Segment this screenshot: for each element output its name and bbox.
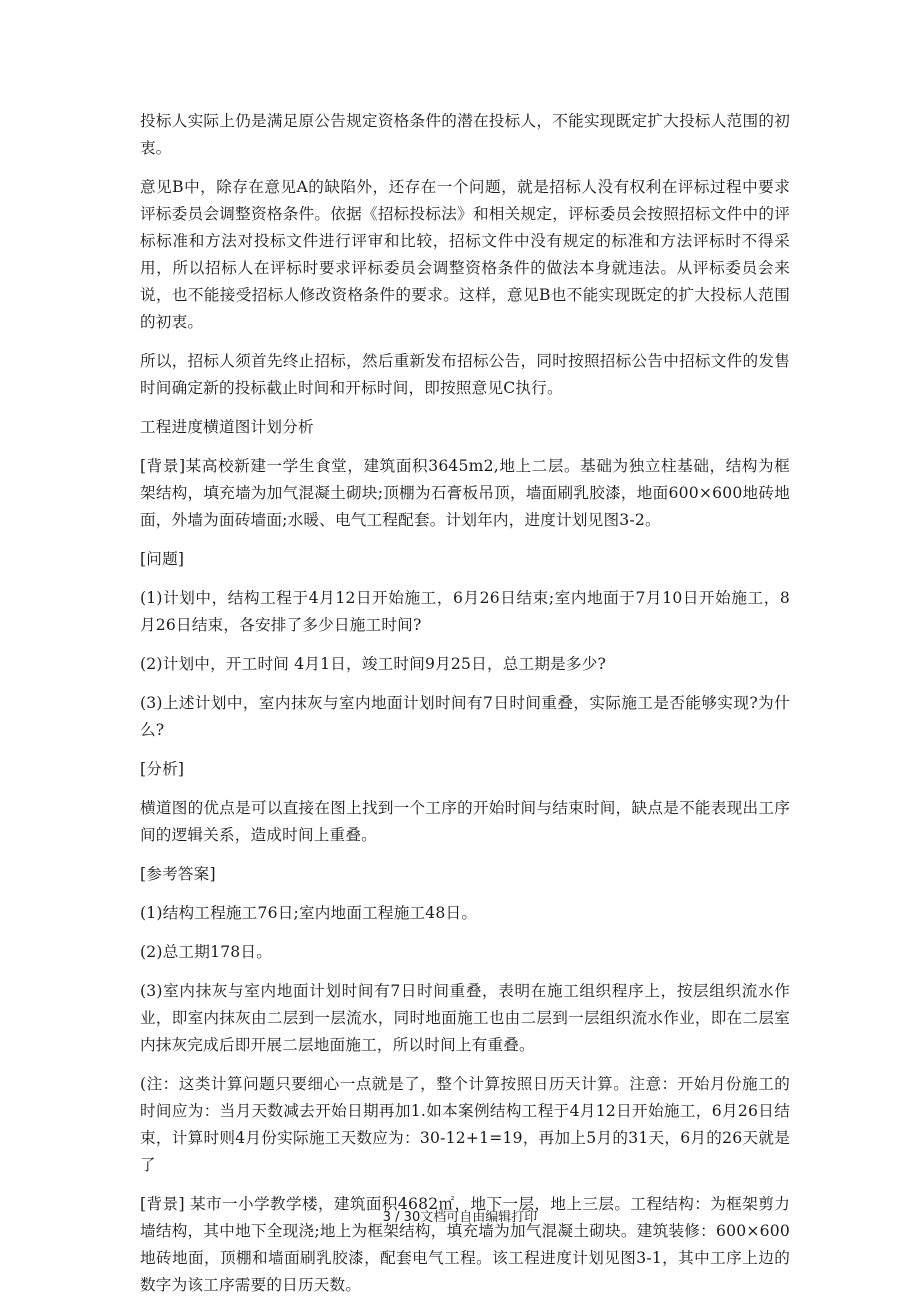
note-paragraph: (注：这类计算问题只要细心一点就是了，整个计算按照日历天计算。注意：开始月份施工的时间应为：当月天数减去开始日期再加1.如本案例结构工程于4月12日开始施工，6月26日结束，计算时则4月份实际施工天数应为：30-12+1=19，再加上5月的31天，6月的26天就是了 (140, 1075, 790, 1174)
page-footer: 3 / 30文档可自由编辑打印 (382, 1210, 538, 1225)
analysis-heading: [分析] (140, 760, 185, 778)
answer-1: (1)结构工程施工76日;室内地面工程施工48日。 (140, 904, 478, 922)
answer-heading: [参考答案] (140, 865, 216, 883)
background-paragraph: [背景]某高校新建一学生食堂，建筑面积3645m2,地上二层。基础为独立柱基础，结构为框架结构，填充墙为加气混凝土砌块;顶棚为石膏板吊顶，墙面刷乳胶漆，地面600×600地砖地面，外墙为面砖墙面;水暖、电气工程配套。计划年内，进度计划见图3-2。 (140, 457, 790, 529)
background-paragraph-2: [背景] 某市一小学教学楼，建筑面积4682㎡，地下一层，地上三层。工程结构：为框架剪力墙结构，其中地下全现浇;地上为框架结构，填充墙为加气混凝土砌块。建筑装修：600×600地砖地面，顶棚和墙面刷乳胶漆，配套电气工程。该工程进度计划见图3-1，其中工序上边的数字为该工序需要的日历天数。 (140, 1195, 790, 1294)
paragraph-3: 所以，招标人须首先终止招标，然后重新发布招标公告，同时按照招标公告中招标文件的发售时间确定新的投标截止时间和开标时间，即按照意见C执行。 (140, 352, 790, 397)
document-body (140, 108, 790, 1311)
paragraph-1: 投标人实际上仍是满足原公告规定资格条件的潜在投标人，不能实现既定扩大投标人范围的初衷。 (140, 112, 790, 157)
question-heading: [问题] (140, 550, 185, 568)
answer-3: (3)室内抹灰与室内地面计划时间有7日时间重叠，表明在施工组织程序上，按层组织流水作业，即室内抹灰由二层到一层流水，同时地面施工也由二层到一层组织流水作业，即在二层室内抹灰完成后即开展二层地面施工，所以时间上有重叠。 (140, 982, 790, 1054)
answer-2: (2)总工期178日。 (140, 943, 273, 961)
question-2: (2)计划中，开工时间 4月1日，竣工时间9月25日，总工期是多少? (140, 655, 607, 673)
analysis-paragraph: 横道图的优点是可以直接在图上找到一个工序的开始时间与结束时间，缺点是不能表现出工序间的逻辑关系，造成时间上重叠。 (140, 799, 790, 844)
paragraph-2: 意见B中，除存在意见A的缺陷外，还存在一个问题，就是招标人没有权利在评标过程中要求评标委员会调整资格条件。依据《招标投标法》和相关规定，评标委员会按照招标文件中的评标标准和方法对投标文件进行评审和比较，招标文件中没有规定的标准和方法评标时不得采用，所以招标人在评标时要求评标委员会调整资格条件的做法本身就违法。从评标委员会来说，也不能接受招标人修改资格条件的要求。这样，意见B也不能实现既定的扩大投标人范围的初衷。 (140, 178, 790, 331)
question-1: (1)计划中，结构工程于4月12日开始施工，6月26日结束;室内地面于7月10日开始施工，8月26日结束，各安排了多少日施工时间? (140, 589, 790, 634)
question-3: (3)上述计划中，室内抹灰与室内地面计划时间有7日时间重叠，实际施工是否能够实现?为什么? (140, 694, 790, 739)
section-heading: 工程进度横道图计划分析 (140, 418, 314, 436)
